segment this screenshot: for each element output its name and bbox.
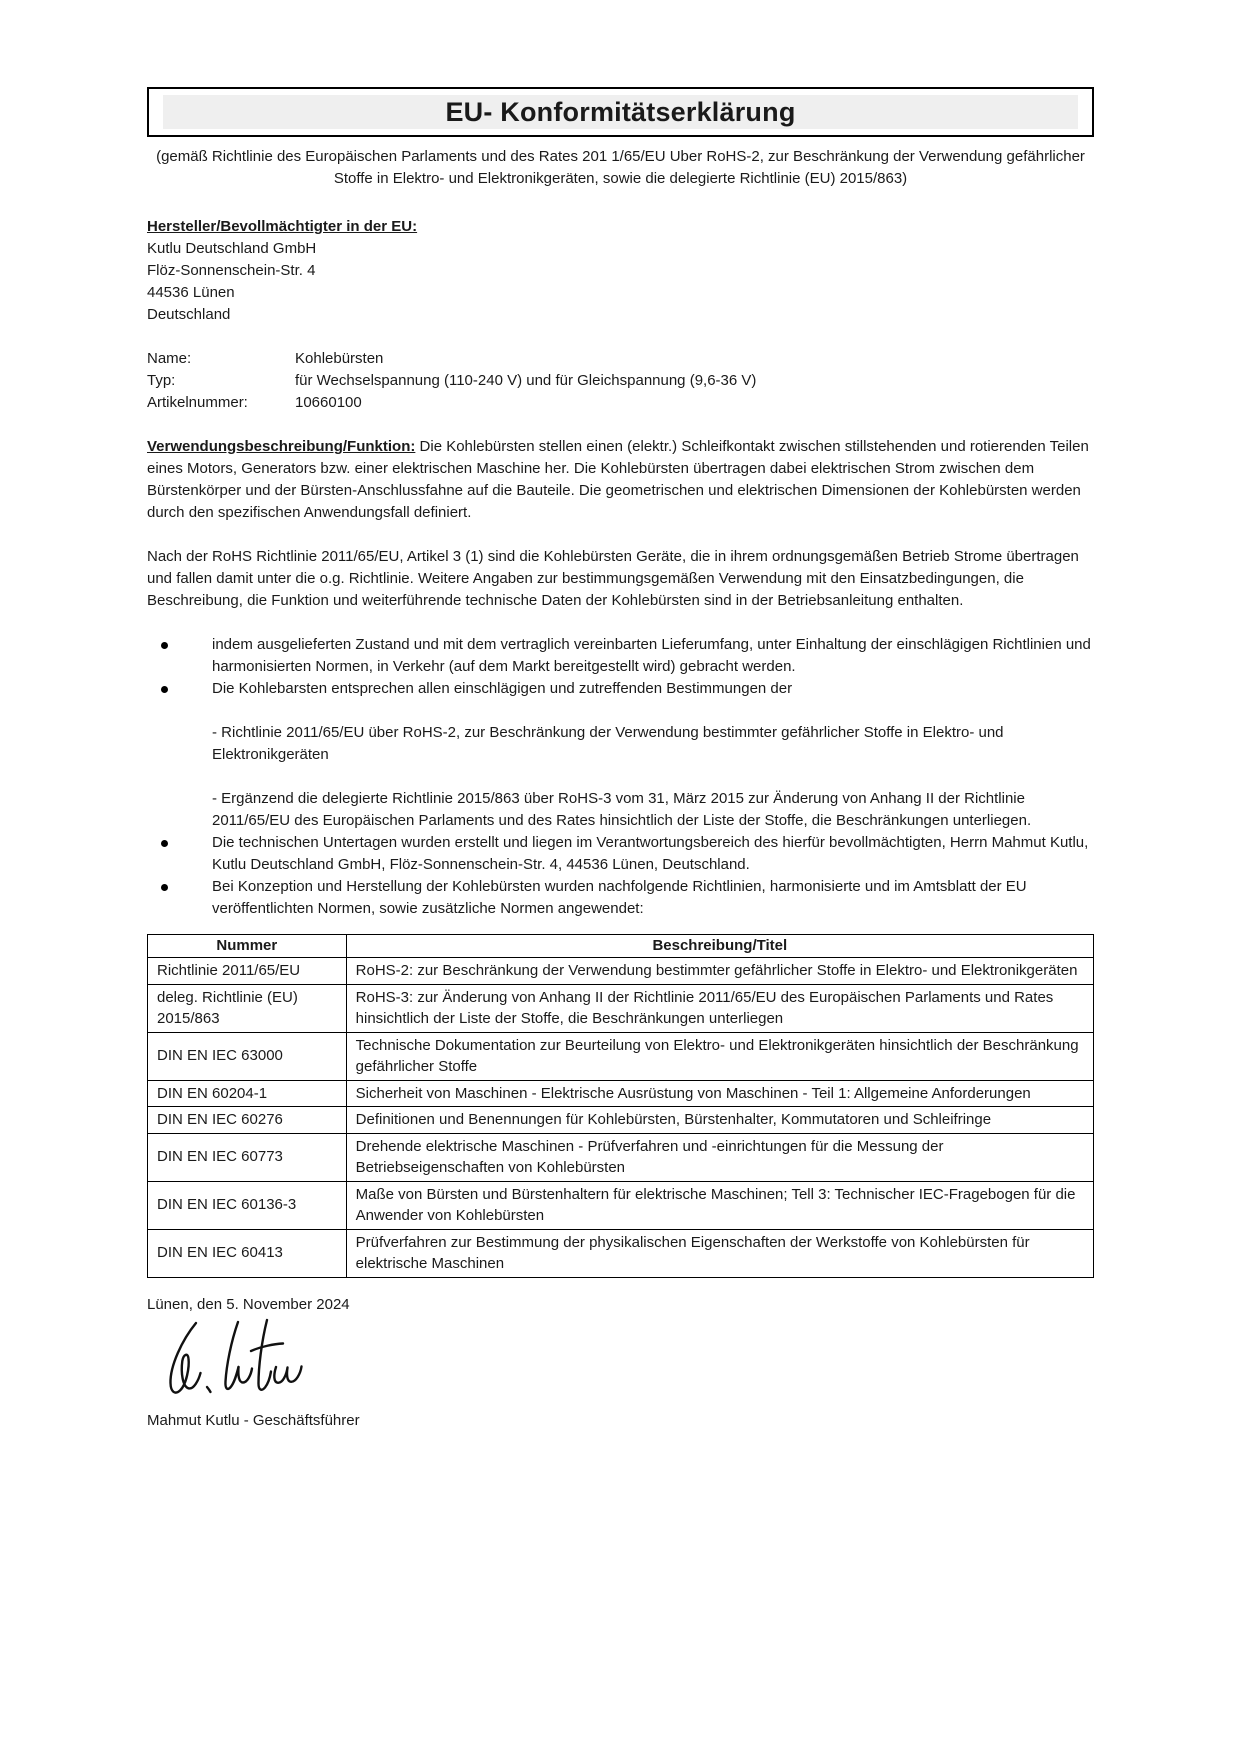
cell-beschreibung: Maße von Bürsten und Bürstenhaltern für elektrische Maschinen; Tell 3: Technischer IEC-Fragebogen für die Anwender von Kohlebürsten xyxy=(346,1181,1093,1229)
usage-paragraph xyxy=(147,436,1094,524)
bullet-item xyxy=(147,634,1094,678)
cell-nummer: DIN EN IEC 60773 xyxy=(148,1133,347,1181)
manufacturer-section xyxy=(147,216,1094,326)
cell-beschreibung: Drehende elektrische Maschinen - Prüfverfahren und -einrichtungen für die Messung der Betriebseigenschaften von Kohlebürsten xyxy=(346,1133,1093,1181)
signature-section xyxy=(147,1294,1094,1432)
product-value: Kohlebürsten xyxy=(295,350,384,367)
cell-nummer: DIN EN IEC 60413 xyxy=(148,1229,347,1277)
cell-beschreibung: Technische Dokumentation zur Beurteilung von Elektro- und Elektronikgeräten hinsichtlich der Beschränkung gefährlicher Stoffe xyxy=(346,1032,1093,1080)
cell-nummer: Richtlinie 2011/65/EU xyxy=(148,958,347,985)
table-header-nummer: Nummer xyxy=(148,935,347,958)
cell-beschreibung: Definitionen und Benennungen für Kohlebürsten, Bürstenhalter, Kommutatoren und Schleifringe xyxy=(346,1107,1093,1134)
cell-nummer: DIN EN 60204-1 xyxy=(148,1080,347,1107)
bullet-dot-icon xyxy=(161,884,168,891)
bullet-dot-icon xyxy=(161,686,168,693)
dash-item xyxy=(147,788,1094,832)
rohs-paragraph: Nach der RoHS Richtlinie 2011/65/EU, Artikel 3 (1) sind die Kohlebürsten Geräte, die in ihrem ordnungsgemäßen Betrieb Strome übertragen und fallen damit unter die o.g. Richtlinie. Weitere Angaben zur bestimmungsgemäßen Verwendung mit den Einsatzbedingungen, die Beschreibung, die Funktion und weiterführende technische Daten der Kohlebürsten sind in der Betriebsanleitung enthalten. xyxy=(147,548,1079,609)
page-title: EU- Konformitätserklärung xyxy=(163,95,1078,129)
cell-nummer: deleg. Richtlinie (EU) 2015/863 xyxy=(148,984,347,1032)
signer-line: Mahmut Kutlu - Geschäftsführer xyxy=(147,1411,360,1429)
usage-heading: Verwendungsbeschreibung/Funktion: xyxy=(147,438,416,455)
product-section xyxy=(147,348,1094,414)
cell-beschreibung: RoHS-2: zur Beschränkung der Verwendung bestimmter gefährlicher Stoffe in Elektro- und Elektronikgeräten xyxy=(346,958,1093,985)
product-row xyxy=(147,370,1094,392)
table-row xyxy=(148,958,1094,985)
product-label: Typ: xyxy=(147,372,176,389)
table-row xyxy=(148,1107,1094,1134)
dash-text: - Ergänzend die delegierte Richtlinie 2015/863 über RoHS-3 vom 31, März 2015 zur Änderung von Anhang II der Richtlinie 2011/65/EU des Europäischen Parlaments und des Rates hinsichtlich der Liste der Stoffe, die Beschränkungen unterliegen. xyxy=(212,790,1032,829)
title-subtitle: (gemäß Richtlinie des Europäischen Parlaments und des Rates 201 1/65/EU Uber RoHS-2, zur Beschränkung der Verwendung gefährlicher Stoffe in Elektro- und Elektronikgeräten, sowie die delegierte Richtlinie (EU) 2015/863) xyxy=(156,148,1085,187)
declaration-list xyxy=(147,634,1094,920)
table-row xyxy=(148,984,1094,1032)
manufacturer-heading: Hersteller/Bevollmächtigter in der EU: xyxy=(147,218,418,235)
table-row xyxy=(148,1032,1094,1080)
bullet-item xyxy=(147,876,1094,920)
manufacturer-line: Deutschland xyxy=(147,306,231,323)
bullet-text: Die technischen Untertagen wurden erstellt und liegen im Verantwortungsbereich des hierfür bevollmächtigten, Herrn Mahmut Kutlu, Kutlu Deutschland GmbH, Flöz-Sonnenschein-Str. 4, 44536 Lünen, Deutschland. xyxy=(212,834,1089,873)
manufacturer-line: 44536 Lünen xyxy=(147,284,235,301)
product-label: Name: xyxy=(147,350,192,367)
bullet-text: Die Kohlebarsten entsprechen allen einschlägigen und zutreffenden Bestimmungen der xyxy=(212,680,793,697)
table-row xyxy=(148,1229,1094,1277)
cell-nummer: DIN EN IEC 63000 xyxy=(148,1032,347,1080)
bullet-dot-icon xyxy=(161,642,168,649)
manufacturer-line: Flöz-Sonnenschein-Str. 4 xyxy=(147,262,316,279)
cell-nummer: DIN EN IEC 60136-3 xyxy=(148,1181,347,1229)
table-header-beschreibung: Beschreibung/Titel xyxy=(346,935,1093,958)
product-row xyxy=(147,348,1094,370)
cell-beschreibung: RoHS-3: zur Änderung von Anhang II der Richtlinie 2011/65/EU des Europäischen Parlaments und Rates hinsichtlich der Liste der Stoffe, die Beschränkungen unterliegen xyxy=(346,984,1093,1032)
bullet-dot-icon xyxy=(161,840,168,847)
cell-beschreibung: Prüfverfahren zur Bestimmung der physikalischen Eigenschaften der Werkstoffe von Kohlebürsten für elektrische Maschinen xyxy=(346,1229,1093,1277)
cell-nummer: DIN EN IEC 60276 xyxy=(148,1107,347,1134)
bullet-item xyxy=(147,832,1094,876)
bullet-text: Bei Konzeption und Herstellung der Kohlebürsten wurden nachfolgende Richtlinien, harmonisierte und im Amtsblatt der EU veröffentlichten Normen, sowie zusätzliche Normen angewendet: xyxy=(212,878,1027,917)
product-value: 10660100 xyxy=(295,394,362,411)
product-row xyxy=(147,392,1094,414)
dash-text: - Richtlinie 2011/65/EU über RoHS-2, zur Beschränkung der Verwendung bestimmter gefährlicher Stoffe in Elektro- und Elektronikgeräten xyxy=(212,724,1004,763)
table-header-row xyxy=(148,935,1094,958)
title-box xyxy=(147,87,1094,137)
date-line: Lünen, den 5. November 2024 xyxy=(147,1295,350,1313)
bullet-item xyxy=(147,678,1094,700)
bullet-text: indem ausgelieferten Zustand und mit dem vertraglich vereinbarten Lieferumfang, unter Einhaltung der einschlägigen Richtlinien und harmonisierten Normen, in Verkehr (auf dem Markt bereitgestellt wird) gebracht werden. xyxy=(212,636,1091,675)
manufacturer-line: Kutlu Deutschland GmbH xyxy=(147,240,317,257)
standards-table xyxy=(147,934,1094,1278)
product-label: Artikelnummer: xyxy=(147,394,248,411)
dash-item xyxy=(147,722,1094,766)
cell-beschreibung: Sicherheit von Maschinen - Elektrische Ausrüstung von Maschinen - Teil 1: Allgemeine Anforderungen xyxy=(346,1080,1093,1107)
product-value: für Wechselspannung (110-240 V) und für Gleichspannung (9,6-36 V) xyxy=(295,372,757,389)
usage-text: Die Kohlebürsten stellen einen (elektr.) Schleifkontakt zwischen stillstehenden und rotierenden Teilen eines Motors, Generators bzw. einer elektrischen Maschine her. Die Kohlebürsten übertragen dabei elektrischen Strom zwischen dem Bürstenkörper und der Bürsten-Anschlussfahne auf die Bauteile. Die geometrischen und elektrischen Dimensionen der Kohlebürsten werden durch den spezifischen Anwendungsfall definiert. xyxy=(147,438,1089,521)
table-row xyxy=(148,1080,1094,1107)
table-row xyxy=(148,1181,1094,1229)
table-row xyxy=(148,1133,1094,1181)
handwritten-signature-image xyxy=(155,1316,335,1404)
